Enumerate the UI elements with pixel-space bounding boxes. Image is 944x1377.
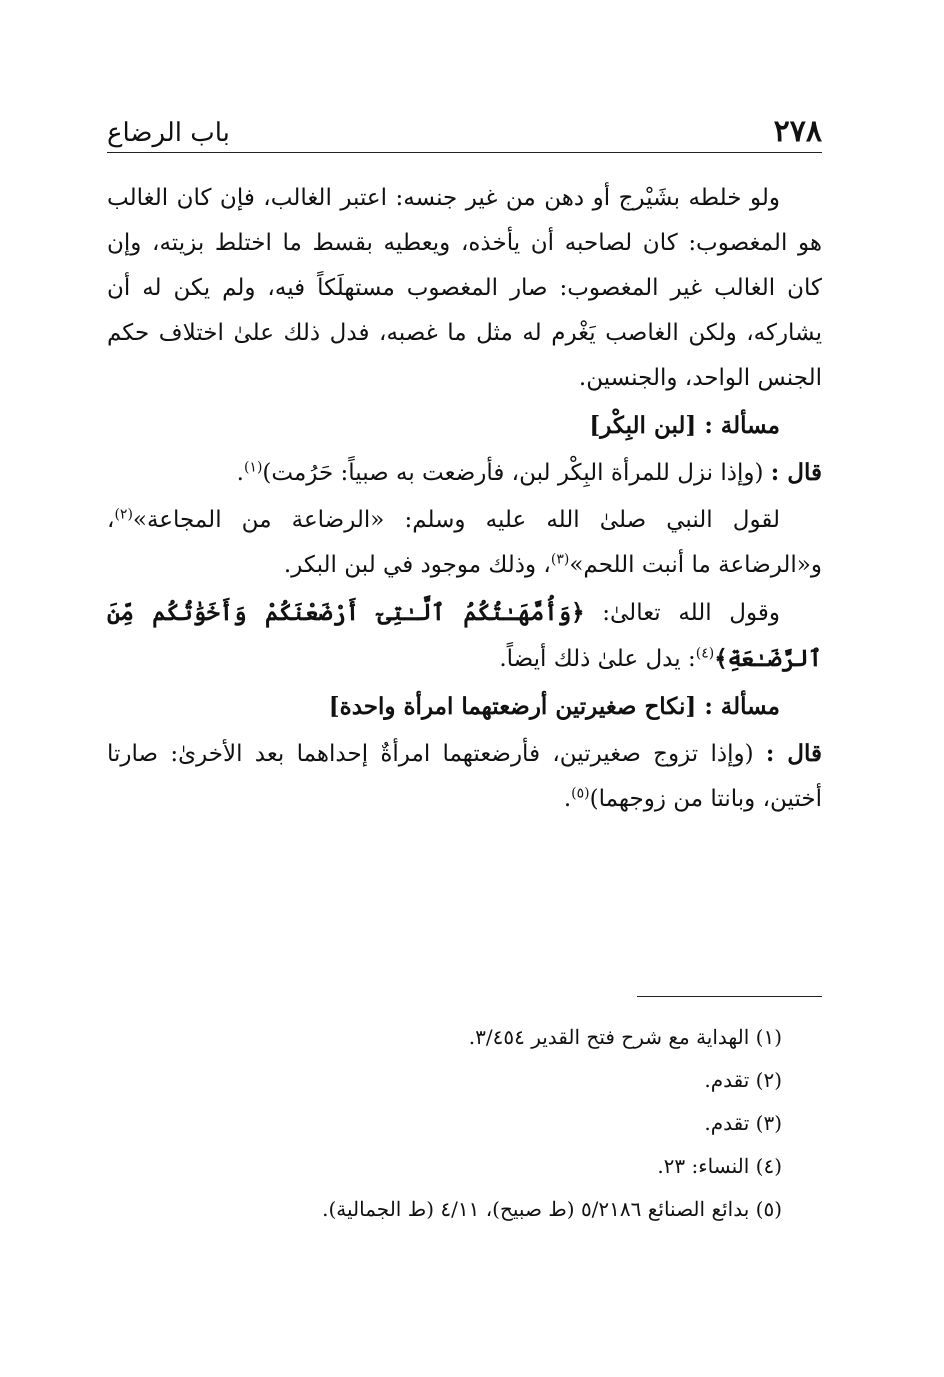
paragraph-hadith-evidence	[107, 498, 822, 588]
section-heading-virgin-milk	[107, 403, 822, 448]
period: .	[236, 460, 244, 486]
heading-label: مسألة :	[704, 693, 780, 720]
hadith-2: ، و«الرضاعة ما أنبت اللحم»	[107, 507, 822, 578]
footnote-ref: (٢)	[114, 506, 133, 523]
chapter-title: باب الرضاع	[107, 118, 230, 148]
paragraph-mixing-oil: ولو خلطه بشَيْرج أو دهن من غير جنسه: اعتبر الغالب، فإن كان الغالب هو المغصوب: كان لصاحبه أن يأخذه، ويعطيه بقسط ما اختلط بزيته، وإن كان الغالب غير المغصوب: صار المغصوب مستهلَكاً فيه، ولم يكن له أن يشاركه، ولكن الغاصب يَغْرم له مثل ما غصبه، فدل ذلك علىٰ اختلاف حكم الجنس الواحد، والجنسين.	[107, 185, 822, 391]
heading-title: [نكاح صغيرتين أرضعتهما امرأة واحدة]	[328, 693, 697, 720]
ruling-text: (وإذا تزوج صغيرتين، فأرضعتهما امرأةٌ إحداهما بعد الأخرىٰ: صارتا أختين، وبانتا من زوجهما)	[107, 741, 822, 812]
paragraph-ruling-two-infants	[107, 731, 822, 822]
period: .	[563, 786, 572, 812]
footnote-ref: (٥)	[571, 785, 590, 802]
footnote-divider	[637, 996, 822, 997]
paragraph-ruling-virgin-milk	[107, 450, 822, 496]
footnote-2: (٢) تقدم.	[704, 1068, 782, 1092]
footnotes	[107, 1016, 782, 1231]
footnote-5: (٥) بدائع الصنائع ٥/٢١٨٦ (ط صبيح)، ٤/١١ (ط الجمالية).	[322, 1197, 782, 1221]
footnote-ref: (٤)	[695, 645, 715, 662]
hadith-1: لقول النبي صلىٰ الله عليه وسلم: «الرضاعة من المجاعة»	[132, 507, 780, 533]
main-text	[107, 176, 822, 824]
lead-word: قال :	[765, 740, 822, 767]
heading-title: [لبن البِكْر]	[589, 412, 697, 439]
quran-verse: ﴿وَأُمَّهَـٰتُكُمُ ٱلَّـٰتِىٓ أَرْضَعْنَكُمْ وَأَخَوَٰتُكُم مِّنَ ٱلرَّضَـٰعَةِ﴾	[107, 599, 822, 672]
footnote-4: (٤) النساء: ٢٣.	[657, 1154, 782, 1178]
section-heading-two-infants	[107, 684, 822, 729]
footnote-ref: (١)	[243, 459, 263, 476]
quran-intro: وقول الله تعالىٰ:	[602, 600, 781, 626]
hadith-conclusion: ، وذلك موجود في لبن البكر.	[283, 552, 551, 578]
quran-conclusion: : يدل علىٰ ذلك أيضاً.	[499, 646, 696, 672]
footnote-ref: (٣)	[550, 551, 570, 568]
footnote-1: (١) الهداية مع شرح فتح القدير ٣/٤٥٤.	[468, 1025, 782, 1049]
ruling-text: (وإذا نزل للمرأة البِكْر لبن، فأرضعت به صبياً: حَرُمت)	[262, 460, 764, 486]
running-header	[107, 110, 822, 153]
footnote-3: (٣) تقدم.	[704, 1111, 782, 1135]
heading-label: مسألة :	[704, 412, 780, 439]
lead-word: قال :	[770, 459, 822, 486]
page-number: ٢٧٨	[773, 114, 822, 149]
paragraph-quran-evidence	[107, 590, 822, 682]
